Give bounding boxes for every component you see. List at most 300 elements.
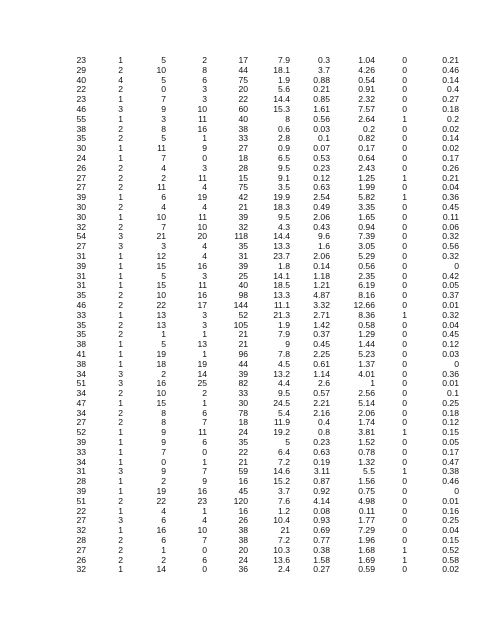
table-cell: 21 [238,329,248,340]
table-cell: 0.75 [358,486,375,497]
table-cell: 0 [402,388,407,399]
table-cell: 0.32 [442,231,459,242]
table-cell: 0.52 [442,544,459,555]
table-cell: 0.12 [313,172,330,183]
table-cell: 0.85 [313,94,330,105]
table-cell: 0.56 [442,241,459,252]
table-cell: 1.14 [313,368,330,379]
table-cell: 30 [76,201,86,212]
table-cell: 27 [238,143,248,154]
table-cell: 2 [118,329,123,340]
table-cell: 0 [402,123,407,134]
table-cell: 5 [161,55,166,65]
table-cell: 15.2 [273,476,290,487]
table-cell: 1 [118,358,123,369]
table-cell: 16 [197,290,207,301]
table-cell: 0.78 [358,446,375,457]
table-cell: 5 [285,437,290,448]
table-cell: 24 [76,152,86,163]
table-cell: 30 [76,143,86,154]
table-cell: 13 [156,309,166,320]
table-cell: 31 [76,466,86,477]
table-cell: 1 [202,348,207,359]
table-cell: 144 [233,299,248,310]
table-cell: 1.52 [358,437,375,448]
table-cell: 4 [161,162,166,173]
table-cell: 4.14 [313,495,330,506]
table-cell: 1.9 [278,319,290,330]
table-cell: 26 [76,162,86,173]
table-cell: 21 [280,525,290,536]
table-cell: 3 [202,319,207,330]
table-cell: 5 [161,133,166,144]
table-cell: 39 [76,260,86,271]
table-cell: 0 [202,564,207,575]
table-cell: 14.1 [273,270,290,281]
table-cell: 2 [118,221,123,232]
table-cell: 11 [198,280,207,291]
table-cell: 18.5 [273,280,290,291]
table-cell: 0 [402,446,407,457]
table-cell: 8.36 [358,309,375,320]
table-cell: 1 [202,133,207,144]
table-cell: 0.93 [313,515,330,526]
table-cell: 0.4 [447,84,459,95]
table-cell: 11 [198,172,207,183]
table-cell: 0 [402,211,407,222]
table-cell: 27 [76,544,86,555]
table-cell: 0.03 [313,123,330,134]
table-cell: 9 [202,476,207,487]
table-cell: 1.44 [358,339,375,350]
table-cell: 0.8 [318,427,330,438]
table-cell: 0.56 [313,113,330,124]
table-cell: 52 [238,309,248,320]
table-cell: 47 [76,397,86,408]
table-cell: 35 [76,133,86,144]
table-cell: 0 [202,152,207,163]
table-cell: 3 [202,270,207,281]
table-cell: 29 [76,64,86,75]
table-cell: 0.53 [313,152,330,163]
table-cell: 7 [202,535,207,546]
table-cell: 1.8 [278,260,290,271]
table-cell: 1 [118,113,123,124]
table-cell: 24.5 [273,397,290,408]
table-cell: 17 [197,299,207,310]
table-cell: 2 [118,417,123,428]
table-cell: 20 [197,231,207,242]
data-table [62,56,459,575]
table-cell: 13.3 [273,241,290,252]
table-cell: 54 [76,231,86,242]
table-cell: 96 [238,348,248,359]
table-cell: 39 [238,260,248,271]
table-cell: 16 [238,476,248,487]
table-cell: 0.15 [442,535,459,546]
table-cell: 16 [156,525,166,536]
table-cell: 6 [202,407,207,418]
table-cell: 0.01 [442,495,459,506]
table-cell: 1 [118,55,123,65]
table-cell: 28 [238,162,248,173]
table-cell: 31 [76,270,86,281]
table-cell: 14 [197,368,207,379]
table-cell: 0.2 [363,123,375,134]
table-cell: 1 [118,280,123,291]
table-cell: 0.88 [313,74,330,85]
table-cell: 0.12 [442,417,459,428]
table-cell: 7.2 [278,535,290,546]
table-cell: 2 [118,123,123,134]
table-cell: 9 [202,143,207,154]
table-cell: 10 [156,211,166,222]
table-cell: 0 [454,486,459,497]
table-cell: 5.23 [358,348,375,359]
table-cell: 0 [402,270,407,281]
table-cell: 0 [454,260,459,271]
table-cell: 0.32 [442,309,459,320]
table-cell: 38 [238,525,248,536]
table-cell: 4.3 [278,221,290,232]
table-cell: 18.3 [273,201,290,212]
table-cell: 0.45 [442,201,459,212]
table-cell: 0.3 [318,55,330,65]
table-cell: 40 [238,113,248,124]
table-cell: 28 [76,476,86,487]
table-cell: 0.26 [442,162,459,173]
table-cell: 38 [76,339,86,350]
table-cell: 19 [197,358,207,369]
table-cell: 0 [402,378,407,389]
table-cell: 0 [402,417,407,428]
table-cell: 0.38 [313,544,330,555]
table-cell: 0.9 [278,143,290,154]
table-cell: 2 [161,476,166,487]
table-cell: 9 [161,466,166,477]
table-cell: 7.57 [358,103,375,114]
table-cell: 0.25 [442,515,459,526]
table-cell: 2 [118,299,123,310]
table-cell: 0 [402,525,407,536]
table-cell: 2.4 [278,564,290,575]
table-cell: 0.56 [358,260,375,271]
table-cell: 2 [118,535,123,546]
table-cell: 1 [161,544,166,555]
table-cell: 19 [156,348,166,359]
table-cell: 1 [118,270,123,281]
table-cell: 16 [156,378,166,389]
table-cell: 23 [197,495,207,506]
table-cell: 0 [402,397,407,408]
table-cell: 0 [161,456,166,467]
table-cell: 0.25 [442,397,459,408]
table-cell: 0.92 [313,486,330,497]
table-cell: 4 [118,74,123,85]
table-cell: 1.99 [358,182,375,193]
table-cell: 12 [156,250,166,261]
table-cell: 0.18 [442,407,459,418]
table-cell: 22 [76,505,86,516]
table-cell: 1.37 [358,358,375,369]
table-cell: 13.3 [273,290,290,301]
table-cell: 18 [156,358,166,369]
table-cell: 75 [238,74,248,85]
table-cell: 0.17 [442,152,459,163]
table-cell: 0.21 [442,172,459,183]
table-cell: 7 [161,152,166,163]
table-cell: 13 [156,319,166,330]
table-cell: 1 [402,427,407,438]
table-cell: 1 [161,329,166,340]
table-cell: 11 [198,427,207,438]
table-cell: 1.58 [313,554,330,565]
table-cell: 0 [402,515,407,526]
table-cell: 3 [202,309,207,320]
table-cell: 1 [118,486,123,497]
table-cell: 1 [370,378,375,389]
table-cell: 1 [118,525,123,536]
table-cell: 2.56 [358,388,375,399]
table-cell: 45 [238,486,248,497]
table-cell: 3.32 [313,299,330,310]
table-cell: 0.64 [358,152,375,163]
table-cell: 59 [238,466,248,477]
table-cell: 7 [161,94,166,105]
table-cell: 0.91 [358,84,375,95]
table-cell: 1 [118,476,123,487]
table-cell: 6 [161,192,166,203]
table-cell: 1.77 [358,515,375,526]
table-cell: 13 [197,339,207,350]
table-cell: 20 [238,84,248,95]
table-cell: 14.4 [273,94,290,105]
table-cell: 1.6 [318,241,330,252]
table-cell: 26 [76,554,86,565]
table-cell: 4 [161,505,166,516]
table-cell: 0 [402,84,407,95]
table-cell: 35 [76,319,86,330]
table-cell: 51 [76,495,86,506]
table-cell: 1 [402,544,407,555]
table-cell: 0 [402,221,407,232]
table-cell: 5.29 [358,250,375,261]
table-cell: 6 [202,74,207,85]
table-cell: 10.4 [273,515,290,526]
table-cell: 21 [156,231,166,242]
table-cell: 44 [238,358,248,369]
table-cell: 3 [118,241,123,252]
table-cell: 6 [202,554,207,565]
table-cell: 27 [76,241,86,252]
table-cell: 2.6 [318,378,330,389]
table-cell: 21.3 [273,309,290,320]
table-cell: 0.87 [313,476,330,487]
table-cell: 10 [197,103,207,114]
table-cell: 4 [161,201,166,212]
table-cell: 38 [76,123,86,134]
table-cell: 0.45 [313,339,330,350]
table-cell: 2 [161,554,166,565]
table-cell: 27 [76,515,86,526]
table-cell: 5 [161,339,166,350]
table-cell: 38 [238,123,248,134]
table-cell: 44 [238,64,248,75]
table-cell: 31 [238,250,248,261]
table-cell: 33 [76,446,86,457]
table-cell: 19 [197,192,207,203]
table-cell: 75 [238,182,248,193]
table-cell: 1 [118,260,123,271]
table-cell: 8 [285,113,290,124]
table-cell: 7.2 [278,456,290,467]
table-cell: 0.19 [313,456,330,467]
table-cell: 0.61 [313,358,330,369]
table-cell: 0.37 [313,329,330,340]
table-cell: 0 [402,64,407,75]
table-cell: 6 [202,437,207,448]
table-cell: 15.3 [273,103,290,114]
table-cell: 0.15 [442,427,459,438]
table-cell: 0 [402,280,407,291]
table-cell: 0.11 [442,211,459,222]
table-cell: 5.82 [358,192,375,203]
table-cell: 23 [76,94,86,105]
table-cell: 1.74 [358,417,375,428]
table-cell: 15 [156,260,166,271]
table-cell: 0 [402,182,407,193]
table-cell: 16 [197,260,207,271]
table-cell: 1 [118,192,123,203]
table-cell: 2.06 [313,250,330,261]
table-cell: 35 [238,437,248,448]
table-cell: 0.46 [442,476,459,487]
table-cell: 1 [118,456,123,467]
table-cell: 1 [402,466,407,477]
table-cell: 4.87 [313,290,330,301]
table-cell: 2 [118,172,123,183]
table-cell: 0.58 [442,554,459,565]
table-cell: 2.8 [278,133,290,144]
table-cell: 21 [238,201,248,212]
table-cell: 4.26 [358,64,375,75]
table-cell: 5 [161,74,166,85]
table-cell: 9.1 [278,172,290,183]
table-cell: 16 [238,505,248,516]
table-cell: 9 [161,437,166,448]
table-cell: 0.17 [358,143,375,154]
table-cell: 2.16 [313,407,330,418]
table-cell: 1 [202,397,207,408]
table-cell: 1 [118,250,123,261]
table-cell: 118 [234,231,248,242]
table-cell: 0.94 [358,221,375,232]
table-cell: 2 [118,554,123,565]
table-cell: 0 [402,456,407,467]
table-cell: 1 [118,348,123,359]
table-cell: 0.04 [442,525,459,536]
table-cell: 0 [402,505,407,516]
table-cell: 0 [402,407,407,418]
table-cell: 11 [157,143,166,154]
table-cell: 38 [238,535,248,546]
table-cell: 2 [202,388,207,399]
table-cell: 18 [238,417,248,428]
table-cell: 6 [161,515,166,526]
table-cell: 9 [285,339,290,350]
table-cell: 16 [197,486,207,497]
table-cell: 0.49 [313,201,330,212]
table-cell: 1 [402,172,407,183]
table-cell: 32 [76,564,86,575]
table-cell: 31 [76,250,86,261]
table-cell: 3.81 [358,427,375,438]
table-cell: 0 [202,544,207,555]
table-cell: 46 [76,299,86,310]
table-cell: 0.18 [442,103,459,114]
table-cell: 0 [402,368,407,379]
table-cell: 31 [76,280,86,291]
table-cell: 1.25 [358,172,375,183]
table-cell: 32 [76,525,86,536]
table-cell: 33 [238,133,248,144]
table-cell: 12.66 [353,299,375,310]
table-cell: 11.1 [273,299,290,310]
table-cell: 1 [118,211,123,222]
table-cell: 0.69 [313,525,330,536]
table-cell: 1.68 [358,544,375,555]
table-cell: 4 [202,201,207,212]
table-cell: 0 [402,133,407,144]
table-cell: 7.29 [358,525,375,536]
table-cell: 0.57 [313,388,330,399]
table-cell: 0 [402,231,407,242]
table-cell: 2 [118,495,123,506]
table-cell: 3.05 [358,241,375,252]
table-cell: 1 [118,427,123,438]
table-cell: 1 [202,505,207,516]
table-cell: 6.4 [278,446,290,457]
table-cell: 1.32 [358,456,375,467]
table-cell: 55 [76,113,86,124]
table-cell: 0.4 [318,417,330,428]
table-cell: 0 [402,290,407,301]
table-cell: 1 [118,437,123,448]
table-cell: 0.01 [442,299,459,310]
table-cell: 7.6 [278,495,290,506]
table-cell: 2 [161,172,166,183]
table-cell: 27 [76,417,86,428]
table-cell: 26 [238,515,248,526]
table-cell: 2 [118,544,123,555]
table-cell: 0 [402,299,407,310]
table-cell: 1.61 [313,103,330,114]
table-cell: 0 [402,55,407,65]
table-cell: 0.2 [447,113,459,124]
table-cell: 7 [161,446,166,457]
table-cell: 0.05 [442,437,459,448]
table-cell: 8 [202,64,207,75]
table-cell: 0.04 [442,182,459,193]
table-cell: 9.6 [318,231,330,242]
table-cell: 82 [238,378,248,389]
table-cell: 23 [76,55,86,65]
table-cell: 0 [402,162,407,173]
table-cell: 1.69 [358,554,375,565]
table-cell: 1 [118,309,123,320]
table-cell: 1 [118,339,123,350]
table-cell: 11.9 [273,417,290,428]
